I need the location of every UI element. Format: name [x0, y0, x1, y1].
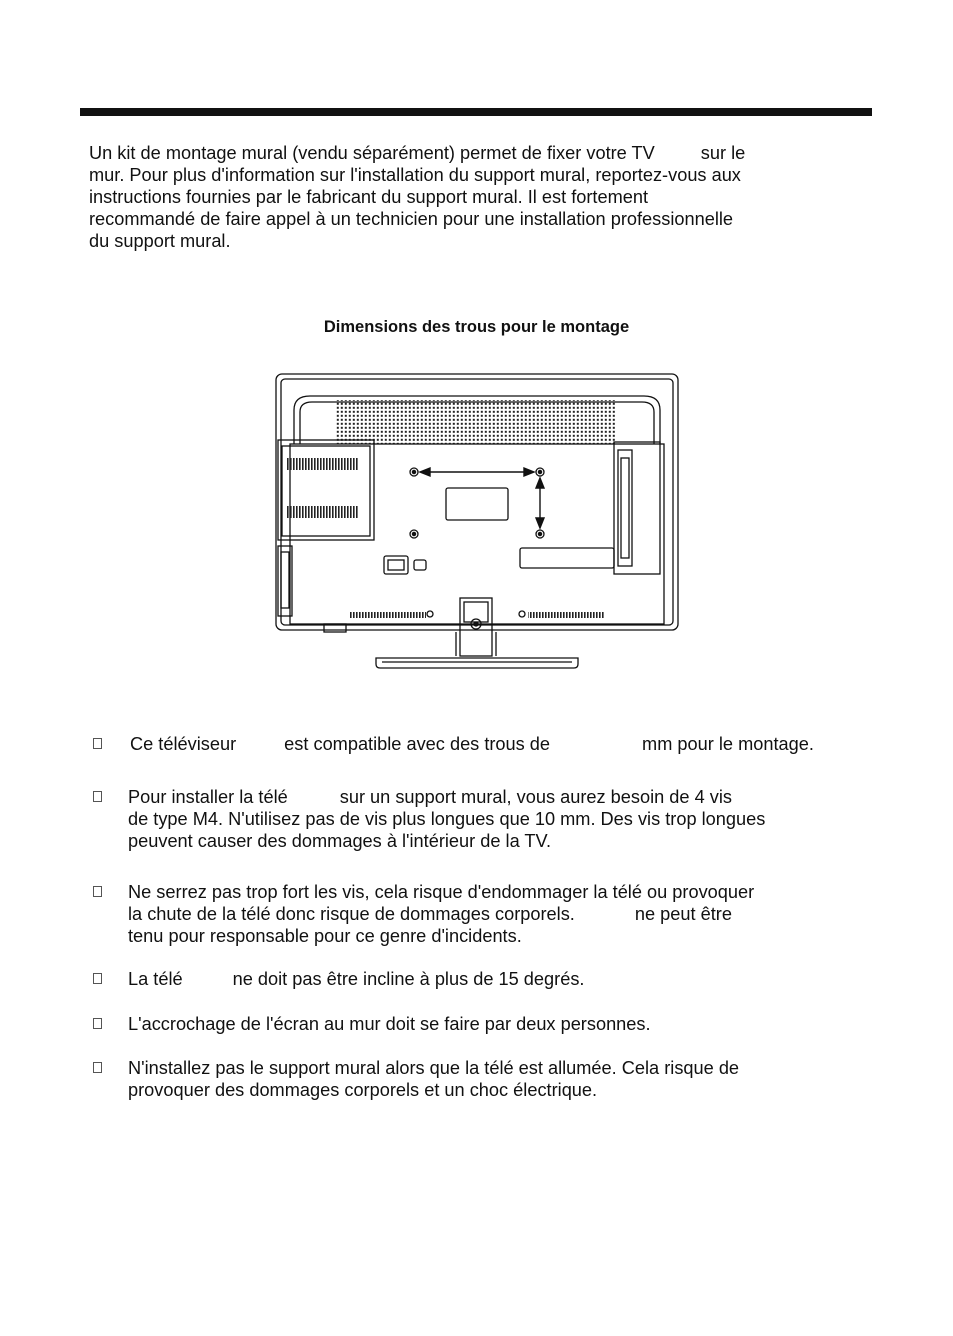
intro-line: du support mural.: [89, 231, 231, 251]
bullet-line: provoquer des dommages corporels et un choc électrique.: [128, 1080, 598, 1100]
bullet-segment: La télé: [128, 969, 183, 989]
bullet-box-icon: [93, 738, 102, 749]
intro-line: mur. Pour plus d'information sur l'installation du support mural, reportez-vous aux: [89, 165, 741, 185]
bullet-line: de type M4. N'utilisez pas de vis plus longues que 10 mm. Des vis trop longues: [128, 809, 766, 829]
bullet-line: N'installez pas le support mural alors que la télé est allumée. Cela risque de: [128, 1058, 740, 1078]
bullet-line: [128, 903, 754, 925]
intro-line: [89, 142, 869, 164]
bullet-line: [128, 786, 765, 808]
bullet-segment: Ce téléviseur: [130, 734, 237, 754]
bullet-segment: sur un support mural, vous aurez besoin de 4 vis: [339, 787, 732, 807]
bullet-segment: Pour installer la télé: [128, 787, 288, 807]
bullet-box-icon: [93, 1062, 102, 1073]
bullet-segment: est compatible avec des trous de: [284, 734, 551, 754]
figure-title: Dimensions des trous pour le montage: [323, 318, 630, 336]
bullet-box-icon: [93, 886, 102, 897]
bullet-segment: ne peut être: [634, 904, 732, 924]
bullet-text: L'accrochage de l'écran au mur doit se faire par deux personnes.: [128, 1014, 651, 1034]
bullet-box-icon: [93, 973, 102, 984]
intro-paragraph: [89, 142, 869, 252]
bullet-text: [128, 786, 765, 852]
bullet-segment: ne doit pas être incline à plus de 15 degrés.: [232, 969, 585, 989]
intro-text: sur le: [700, 143, 746, 163]
bullet-segment: mm pour le montage.: [642, 734, 814, 754]
tv-back-diagram: [272, 370, 682, 670]
bullet-line: peuvent causer des dommages à l'intérieur de la TV.: [128, 831, 552, 851]
intro-line: instructions fournies par le fabricant du support mural. Il est fortement: [89, 187, 649, 207]
bullet-text: [128, 881, 754, 947]
top-rule: [80, 108, 872, 116]
bullet-box-icon: [93, 1018, 102, 1029]
bullet-text: [130, 733, 814, 755]
bullet-line: Ne serrez pas trop fort les vis, cela risque d'endommager la télé ou provoquer: [128, 882, 755, 902]
intro-text: Un kit de montage mural (vendu séparément) permet de fixer votre TV: [89, 143, 655, 163]
intro-line: recommandé de faire appel à un technicien pour une installation professionnelle: [89, 209, 734, 229]
bullet-segment: la chute de la télé donc risque de dommages corporels.: [128, 904, 575, 924]
bullet-text: [128, 1057, 739, 1101]
bullet-line: tenu pour responsable pour ce genre d'incidents.: [128, 926, 522, 946]
bullet-text: [128, 968, 584, 990]
bullet-box-icon: [93, 791, 102, 802]
